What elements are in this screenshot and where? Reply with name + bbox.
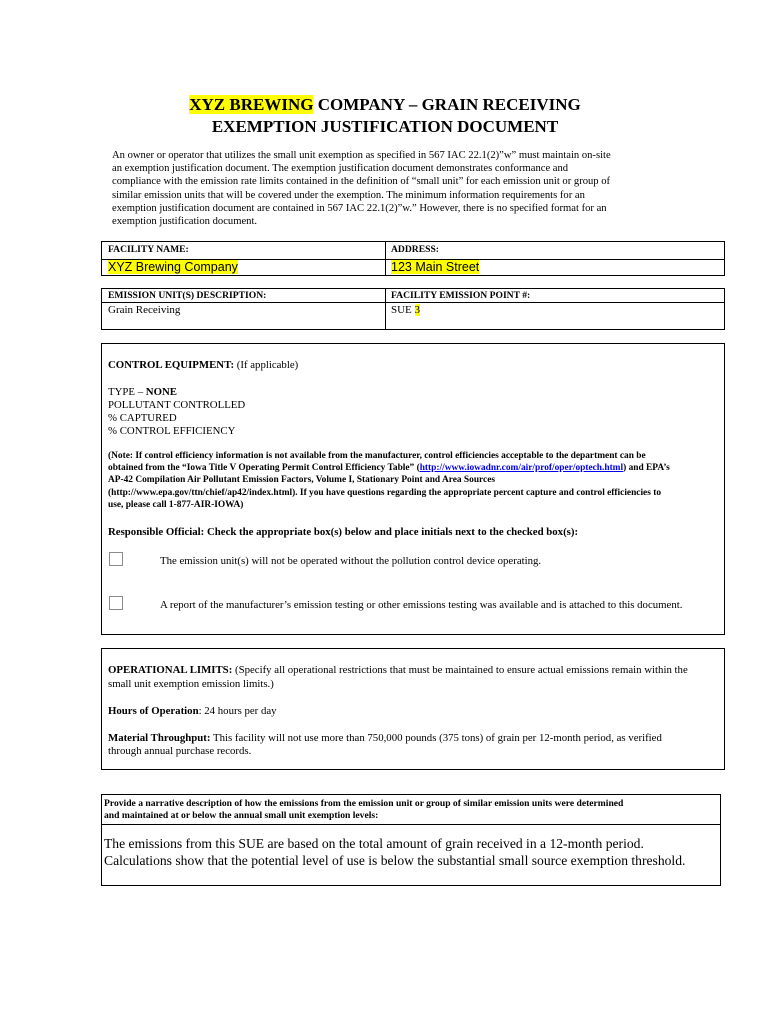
column-divider bbox=[385, 289, 386, 329]
operational-limits-section bbox=[101, 648, 725, 770]
checkbox-not-operated-without-control[interactable] bbox=[109, 552, 123, 566]
intro-line: exemption justification document. bbox=[112, 216, 258, 228]
emission-point-number: 3 bbox=[414, 304, 421, 316]
operational-heading bbox=[108, 664, 720, 677]
narrative-answer-line2[interactable]: Calculations show that the potential level of use is below the substantial small source exemption threshold. bbox=[104, 853, 686, 868]
intro-line: exemption justification document are contained in 567 IAC 22.1(2)”w.” However, there is no specified format for an bbox=[112, 202, 607, 214]
emission-point-prefix: SUE bbox=[391, 304, 415, 316]
optech-link[interactable]: http://www.iowadnr.com/air/prof/oper/optech.html bbox=[419, 463, 624, 474]
control-type bbox=[108, 386, 177, 399]
narrative-prompt bbox=[102, 795, 720, 825]
note-line: AP-42 Compilation Air Pollutant Emission Factors, Volume I, Stationary Point and Area Sources bbox=[108, 475, 495, 486]
throughput-value: This facility will not use more than 750,000 pounds (375 tons) of grain per 12-month period, as verified bbox=[210, 732, 662, 744]
note-line: use, please call 1-877-AIR-IOWA) bbox=[108, 499, 244, 510]
hours-label: Hours of Operation bbox=[108, 705, 199, 717]
operational-heading-text: (Specify all operational restrictions that must be maintained to ensure actual emissions remain within the bbox=[232, 664, 688, 676]
note-text: obtained from the “Iowa Title V Operating Permit Control Efficiency Table” ( bbox=[108, 463, 420, 474]
control-heading bbox=[108, 359, 298, 372]
note-line: (http://www.epa.gov/ttn/chief/ap42/index.html). If you have questions regarding the appropriate percent capture and control efficiencies to bbox=[108, 487, 662, 498]
intro-line: An owner or operator that utilizes the small unit exemption as specified in 567 IAC 22.1(2)”w” must maintain on-site bbox=[112, 150, 611, 161]
note-line bbox=[108, 462, 720, 474]
control-equipment-section bbox=[101, 343, 725, 635]
emission-point-label: FACILITY EMISSION POINT #: bbox=[391, 290, 531, 301]
row-divider bbox=[102, 302, 724, 303]
intro-line: similar emission units that will be covered under the exemption. The minimum information requirements for an bbox=[112, 189, 585, 201]
narrative-answer-line1[interactable]: The emissions from this SUE are based on the total amount of grain received in a 12-month period. bbox=[104, 836, 644, 851]
note-line: (Note: If control efficiency information is not available from the manufacturer, control efficiencies acceptable to the department can be bbox=[108, 451, 646, 461]
emission-table bbox=[101, 288, 725, 330]
title-rest: COMPANY – GRAIN RECEIVING bbox=[313, 95, 581, 114]
hours-value: : 24 hours per day bbox=[198, 705, 277, 717]
option-not-operated-without-control: The emission unit(s) will not be operated without the pollution control device operating. bbox=[160, 555, 542, 567]
emission-point-value[interactable] bbox=[391, 304, 420, 316]
type-label: TYPE – bbox=[108, 386, 146, 398]
material-throughput-line2: through annual purchase records. bbox=[108, 745, 252, 757]
responsible-official-instruction: Responsible Official: Check the appropriate box(s) below and place initials next to the checked box(s): bbox=[108, 526, 579, 538]
pollutant-controlled: POLLUTANT CONTROLLED bbox=[108, 399, 246, 411]
operational-heading-line2: small unit exemption emission limits.) bbox=[108, 678, 274, 690]
document-title-line2: EXEMPTION JUSTIFICATION DOCUMENT bbox=[211, 117, 559, 136]
document-title-line1 bbox=[0, 95, 770, 115]
narrative-prompt-line2: and maintained at or below the annual small unit exemption levels: bbox=[104, 810, 379, 821]
facility-name-label: FACILITY NAME: bbox=[108, 244, 189, 255]
control-heading-label: CONTROL EQUIPMENT: bbox=[108, 359, 235, 371]
type-value: NONE bbox=[145, 386, 177, 398]
throughput-label: Material Throughput: bbox=[108, 732, 211, 744]
facility-table bbox=[101, 241, 725, 276]
control-heading-note: (If applicable) bbox=[234, 359, 299, 371]
hours-of-operation bbox=[108, 705, 277, 718]
material-throughput bbox=[108, 732, 720, 745]
address-label: ADDRESS: bbox=[391, 244, 439, 255]
intro-line: compliance with the emission rate limits contained in the definition of “small unit” for each emission unit or group of bbox=[112, 176, 611, 188]
intro-paragraph bbox=[112, 149, 652, 228]
operational-heading-label: OPERATIONAL LIMITS: bbox=[108, 664, 233, 676]
facility-name-text: XYZ Brewing Company bbox=[108, 260, 238, 274]
intro-line: an exemption justification document. The exemption justification document demonstrates conformance and bbox=[112, 163, 569, 175]
address-text: 123 Main Street bbox=[391, 260, 480, 274]
emission-unit-label: EMISSION UNIT(S) DESCRIPTION: bbox=[108, 290, 267, 301]
checkbox-testing-report-attached[interactable] bbox=[109, 596, 123, 610]
narrative-prompt-line1: Provide a narrative description of how the emissions from the emission unit or group of similar emission units were determined bbox=[104, 798, 624, 809]
emission-unit-value[interactable]: Grain Receiving bbox=[108, 304, 181, 316]
column-divider bbox=[385, 242, 386, 275]
control-note bbox=[108, 450, 720, 511]
address-value[interactable] bbox=[391, 260, 479, 275]
facility-name-value[interactable] bbox=[108, 260, 238, 275]
narrative-section bbox=[101, 794, 721, 886]
note-text: ) and EPA’s bbox=[623, 463, 670, 474]
company-name-highlight: XYZ BREWING bbox=[189, 95, 314, 114]
percent-captured: % CAPTURED bbox=[108, 412, 177, 424]
option-testing-report-attached: A report of the manufacturer’s emission testing or other emissions testing was available and is attached to this document. bbox=[160, 599, 683, 611]
percent-control-efficiency: % CONTROL EFFICIENCY bbox=[108, 425, 236, 437]
